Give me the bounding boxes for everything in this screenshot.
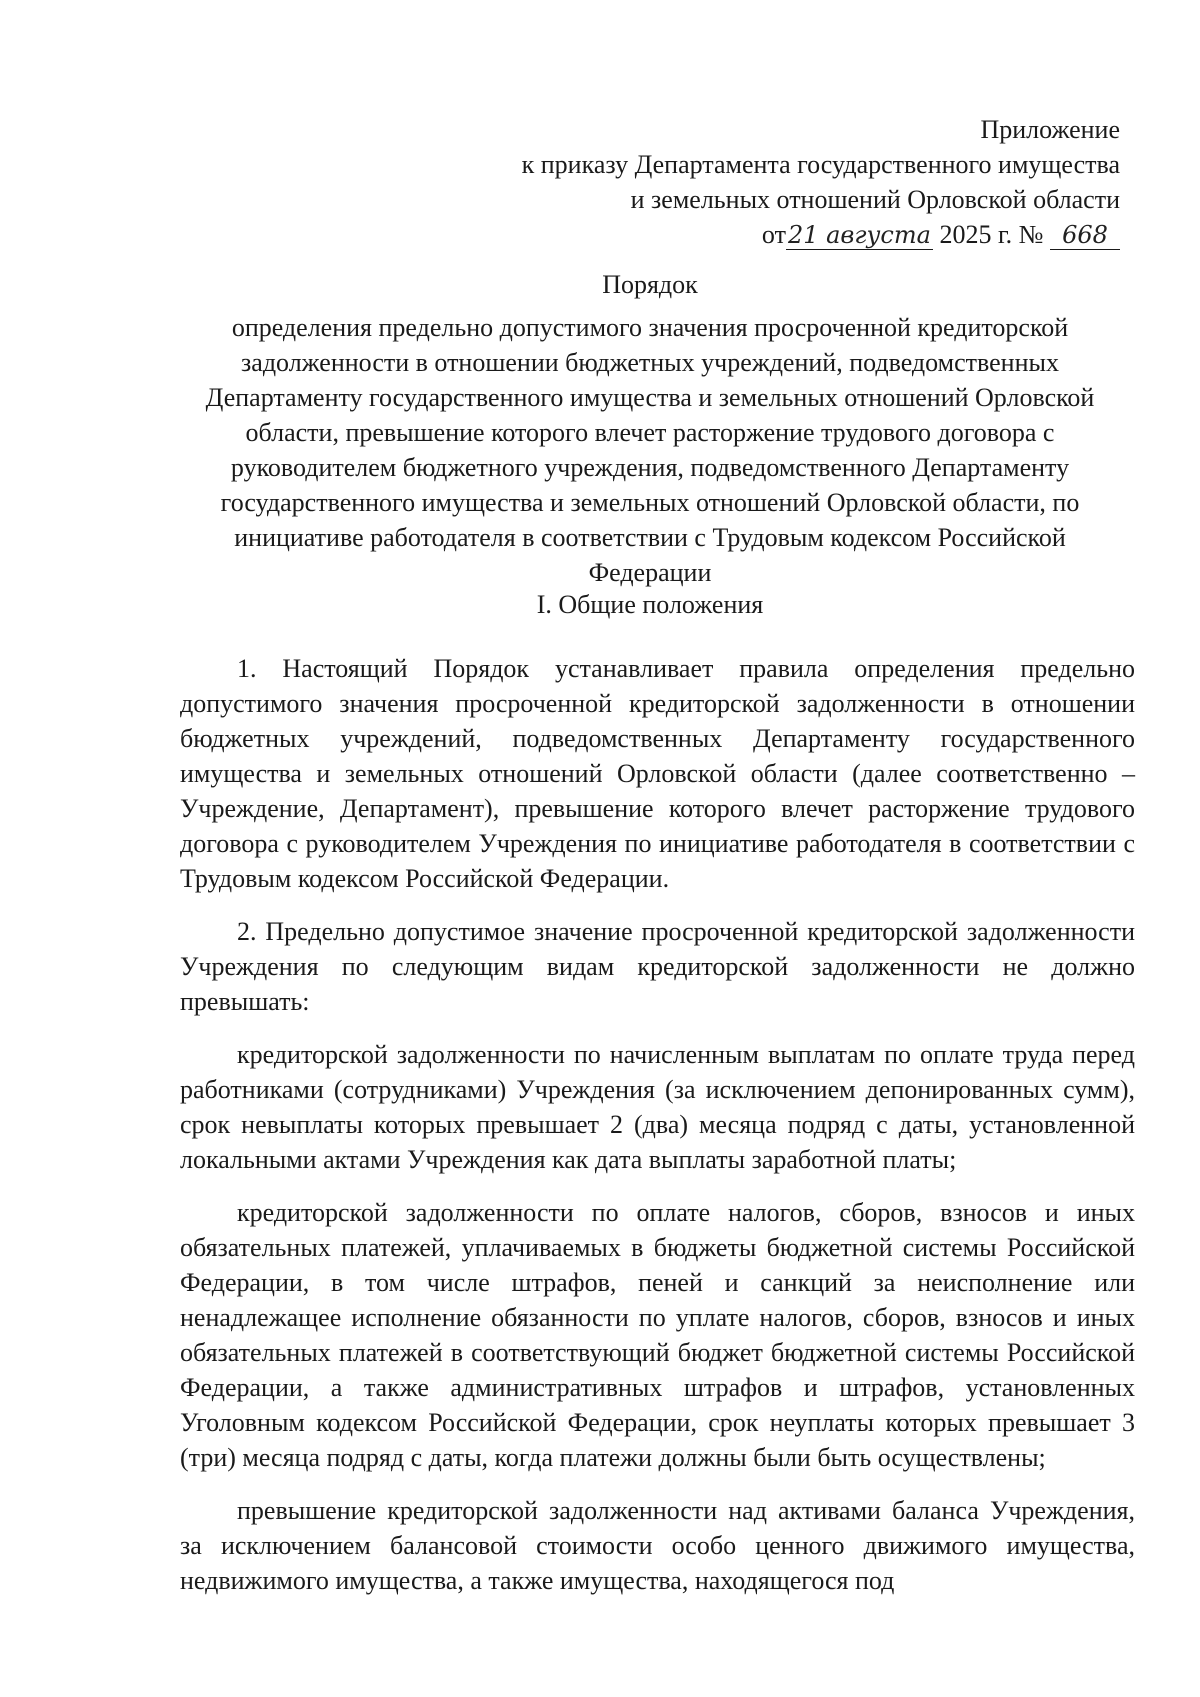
year-number-label: 2025 г. № <box>939 220 1044 249</box>
paragraph-2: 2. Предельно допустимое значение просроченной кредиторской задолженности Учреждения по следующим видам кредиторской задолженности не должно превышать: <box>180 917 1135 1016</box>
order-reference-line1: к приказу Департамента государственного имущества <box>521 150 1120 179</box>
appendix-label: Приложение <box>980 115 1120 144</box>
paragraph-3: кредиторской задолженности по начисленным выплатам по оплате труда перед работниками (сотрудниками) Учреждения (за исключением депонированных сумм), срок невыплаты которых превышает 2 (два) месяца подряд с даты, установленной локальными актами Учреждения как дата выплаты заработной платы; <box>180 1040 1135 1174</box>
paragraph-5: превышение кредиторской задолженности над активами баланса Учреждения, за исключением балансовой стоимости особо ценного движимого имущества, недвижимого имущества, а также имущества, находящегося под <box>180 1496 1135 1595</box>
paragraph-4: кредиторской задолженности по оплате налогов, сборов, взносов и иных обязательных платежей, уплачиваемых в бюджеты бюджетной системы Российской Федерации, в том числе штрафов, пеней и санкций за неисполнение или ненадлежащее исполнение обязанности по уплате налогов, сборов, взносов и иных обязательных платежей в соответствующий бюджет бюджетной системы Российской Федерации, а также административных штрафов и штрафов, установленных Уголовным кодексом Российской Федерации, срок неуплаты которых превышает 3 (три) месяца подряд с даты, когда платежи должны были быть осуществлены; <box>180 1198 1135 1472</box>
paragraph-1: 1. Настоящий Порядок устанавливает правила определения предельно допустимого значения просроченной кредиторской задолженности в отношении бюджетных учреждений, подведомственных Департаменту государственного имущества и земельных отношений Орловской области (далее соответственно – Учреждение, Департамент), превышение которого влечет расторжение трудового договора с руководителем Учреждения по инициативе работодателя в соответствии с Трудовым кодексом Российской Федерации. <box>180 654 1135 893</box>
appendix-header <box>522 112 1120 252</box>
document-title <box>170 267 1130 590</box>
order-reference-line2: и земельных отношений Орловской области <box>630 185 1120 214</box>
order-date-line <box>762 217 1120 252</box>
document-body <box>180 651 1135 1616</box>
section-heading: I. Общие положения <box>536 590 764 619</box>
title-word: Порядок <box>602 270 698 299</box>
handwritten-order-number: 668 <box>1050 221 1120 250</box>
date-prefix: от <box>761 220 786 249</box>
handwritten-date: 21 августа <box>787 221 931 249</box>
title-text: определения предельно допустимого значения просроченной кредиторской задолженности в отношении бюджетных учреждений, подведомственных Департаменту государственного имущества и земельных отношений Орловской области, превышение которого влечет расторжение трудового договора с руководителем бюджетного учреждения, подведомственного Департаменту государственного имущества и земельных отношений Орловской области, по инициативе работодателя в соответствии с Трудовым кодексом Российской Федерации <box>205 313 1095 587</box>
